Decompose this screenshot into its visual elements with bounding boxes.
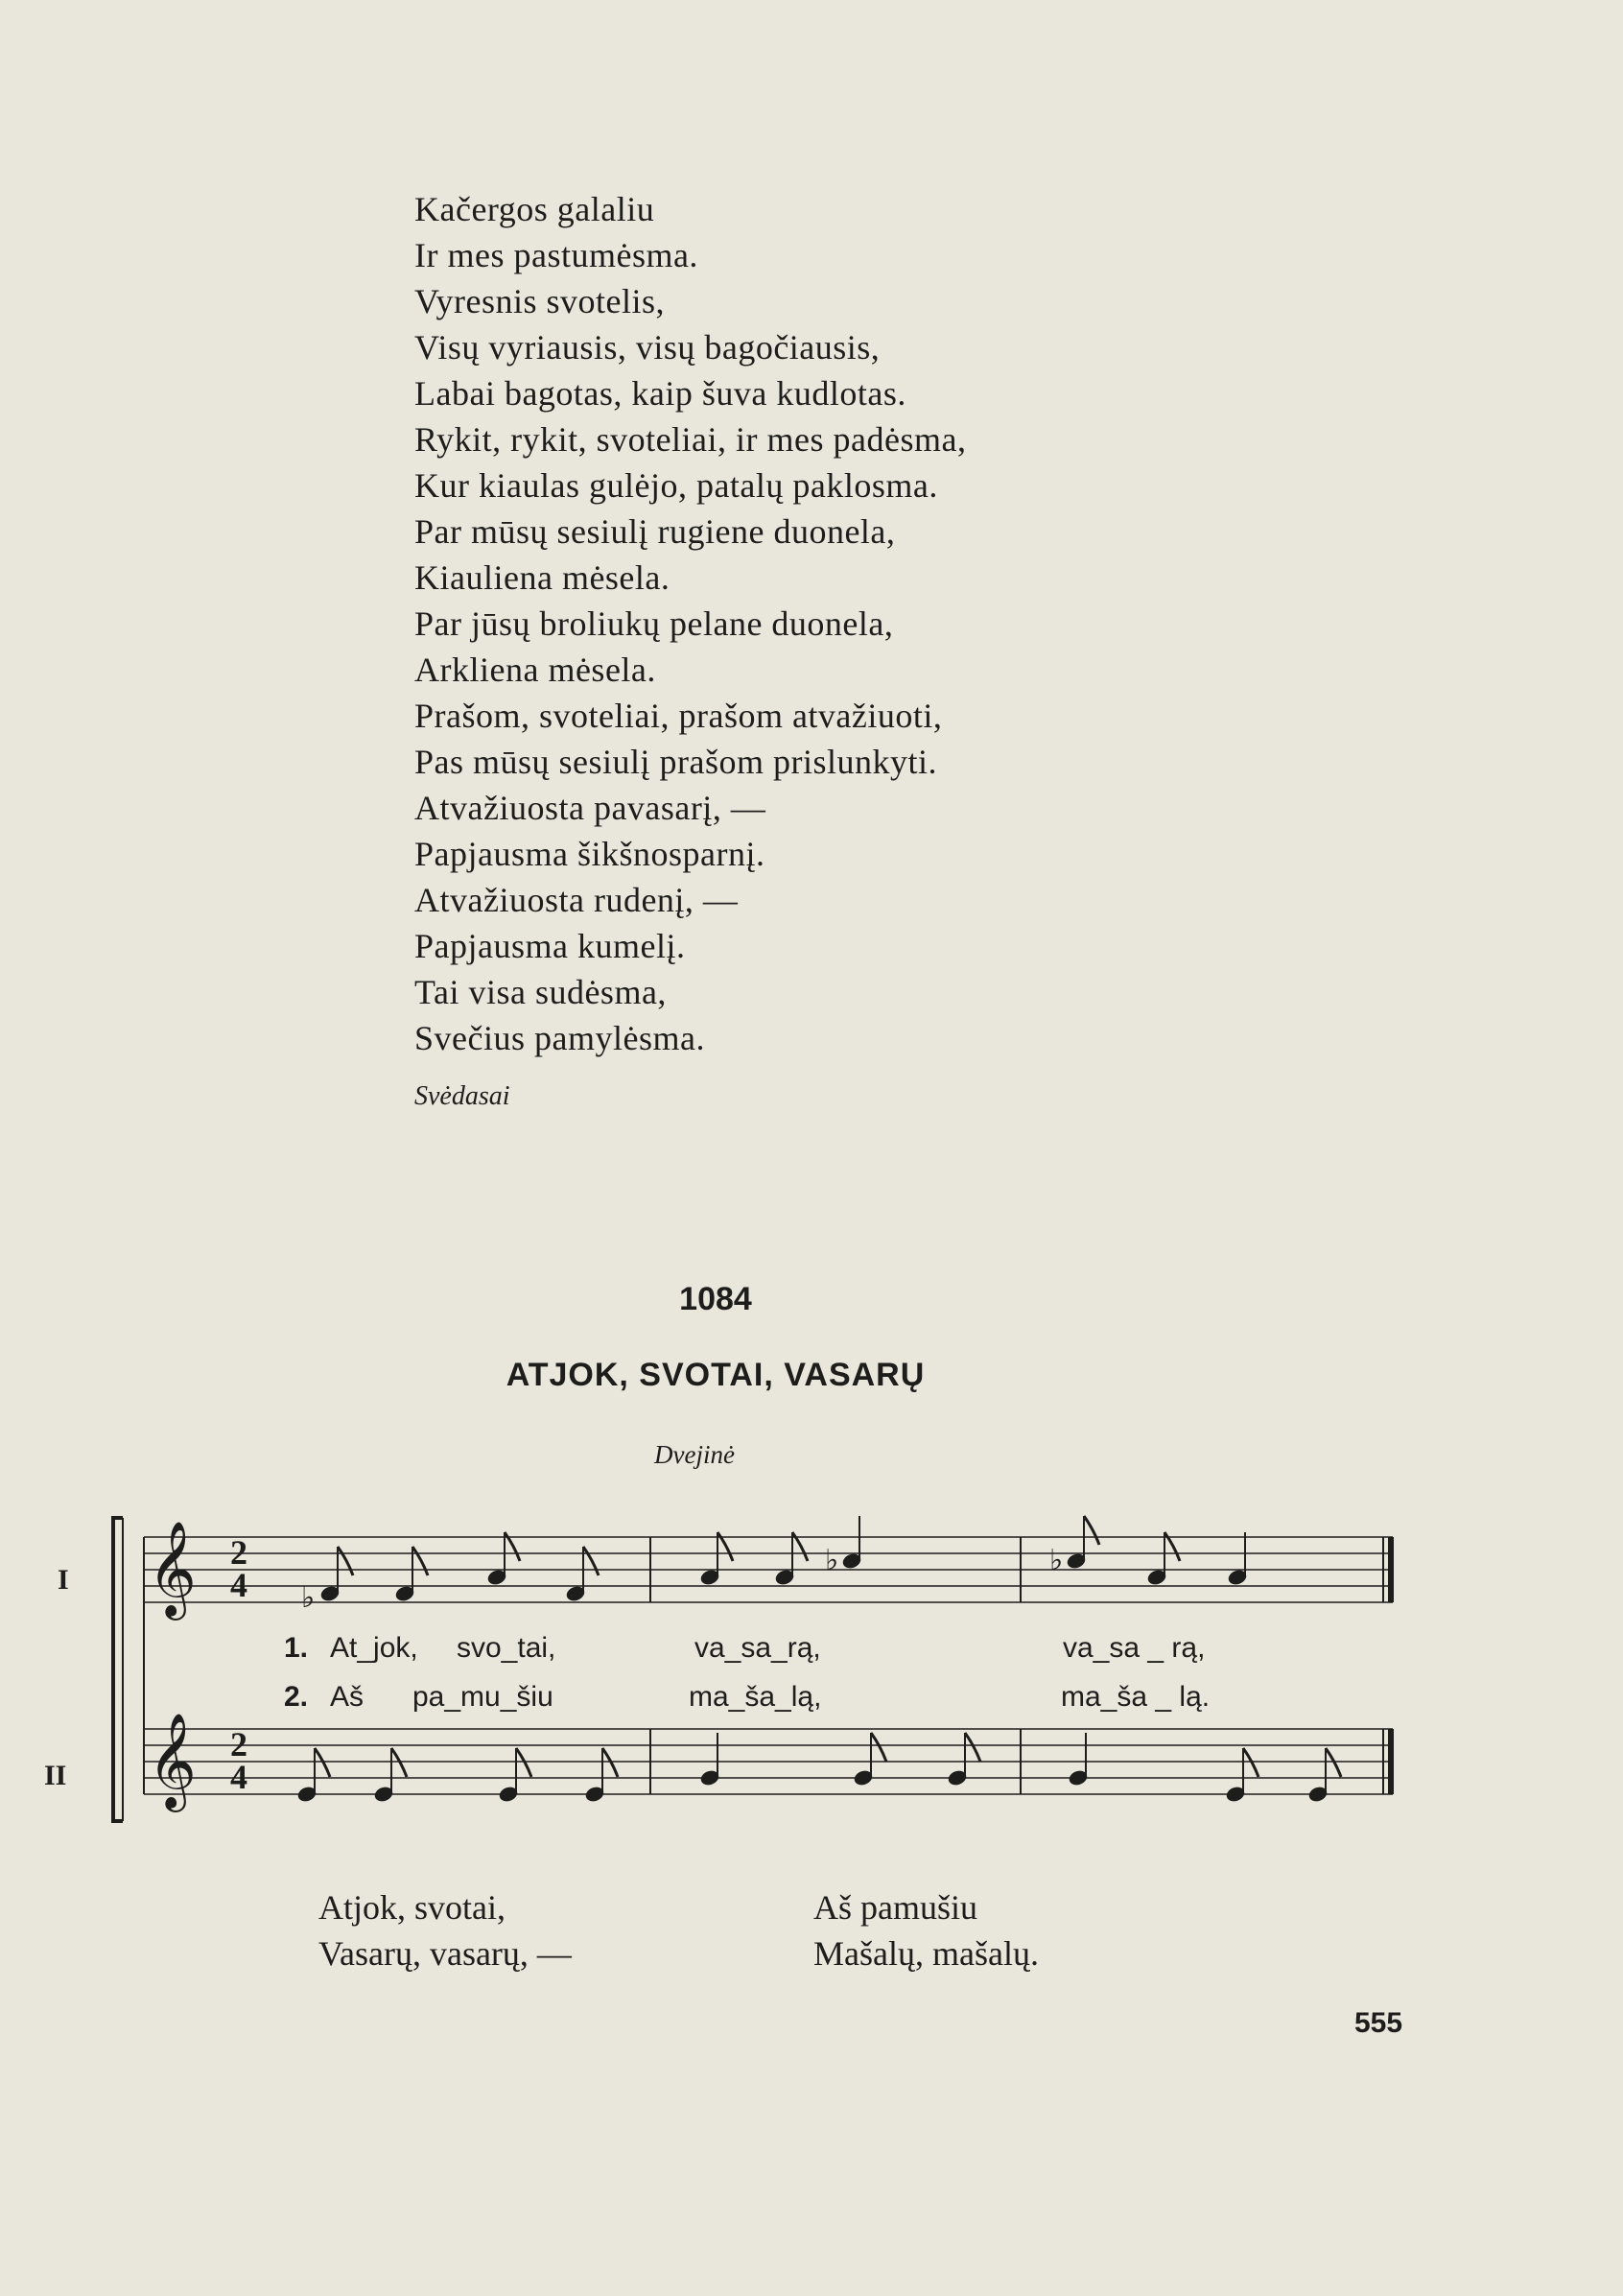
poem-line: Atvažiuosta rudenį, — [414,881,739,919]
poem-line: Par mūsų sesiulį rugiene duonela, [414,512,896,551]
poem-line: Arkliena mėsela. [414,651,656,689]
stanza-line: Vasarų, vasarų, — [318,1934,572,1973]
page-number: 555 [1354,2007,1403,2039]
poem-line: Kiauliena mėsela. [414,558,670,597]
stanza-line: Atjok, svotai, [318,1888,506,1927]
poem-line: Vyresnis svotelis, [414,282,665,320]
time-sig-top: 2 [230,1725,247,1763]
song-title: ATJOK, SVOTAI, VASARŲ [506,1357,926,1393]
poem-line: Kur kiaulas gulėjo, patalų paklosma. [414,466,938,505]
poem-line: Prašom, svoteliai, prašom atvažiuoti, [414,697,943,735]
staff-2-notes [296,1733,1341,1803]
poem-line: Labai bagotas, kaip šuva kudlotas. [414,374,906,413]
lyric-syllable: ma_ša_lą, [689,1681,822,1713]
flat-icon: ♭ [301,1581,316,1615]
treble-clef-icon: 𝄞 [148,1521,197,1617]
stanza-left [318,1884,572,1976]
time-sig-bottom: 4 [230,1566,247,1604]
poem-line: Papjausma šikšnosparnį. [414,835,765,873]
poem-line: Rykit, rykit, svoteliai, ir mes padėsma, [414,420,967,459]
place-name: Svėdasai [414,1081,510,1111]
lyric-syllable: va_sa_rą, [694,1632,821,1664]
lyric-syllable: svo_tai, [457,1632,556,1664]
stanza-line: Aš pamušiu [813,1888,977,1927]
tempo-marking: Dvejinė [654,1440,735,1469]
flat-icon: ♭ [825,1544,839,1577]
time-sig-bottom: 4 [230,1758,247,1796]
final-barline-2 [1388,1729,1394,1794]
poem-line: Pas mūsų sesiulį prašom prislunkyti. [414,743,938,781]
poem-line: Par jūsų broliukų pelane duonela, [414,604,894,643]
voice-label-1: I [58,1564,69,1596]
final-barline-1 [1388,1537,1394,1602]
poem-line: Ir mes pastumėsma. [414,236,698,274]
verse-2-number: 2. [284,1681,309,1713]
verse-1-number: 1. [284,1632,309,1664]
poem-line: Visų vyriausis, visų bagočiausis, [414,328,881,367]
lyric-syllable: Aš [330,1681,365,1713]
poem-line: Papjausma kumelį. [414,927,686,965]
bar-lines [144,1537,1383,1794]
poem-line: Svečius pamylėsma. [414,1019,705,1057]
poem-line: Tai visa sudėsma, [414,973,667,1011]
song-number: 1084 [679,1281,752,1317]
treble-clef-icon: 𝄞 [148,1713,197,1809]
voice-label-2: II [44,1760,67,1791]
poem-line: Kačergos galaliu [414,190,655,228]
system-bracket [113,1518,123,1821]
stanza-right [813,1884,1039,1976]
staff-1-notes [301,1516,1248,1615]
poem-line: Atvažiuosta pavasarį, — [414,789,766,827]
lyric-syllable: va_sa _ rą, [1063,1632,1206,1664]
time-sig-top: 2 [230,1533,247,1572]
flat-icon: ♭ [1049,1544,1064,1577]
lyric-syllable: At_jok, [330,1632,418,1664]
lyric-syllable: pa_mu_šiu [412,1681,553,1713]
lyric-syllable: ma_ša _ lą. [1061,1681,1211,1713]
staff-2 [144,1729,1393,1794]
stanza-line: Mašalų, mašalų. [813,1934,1039,1973]
